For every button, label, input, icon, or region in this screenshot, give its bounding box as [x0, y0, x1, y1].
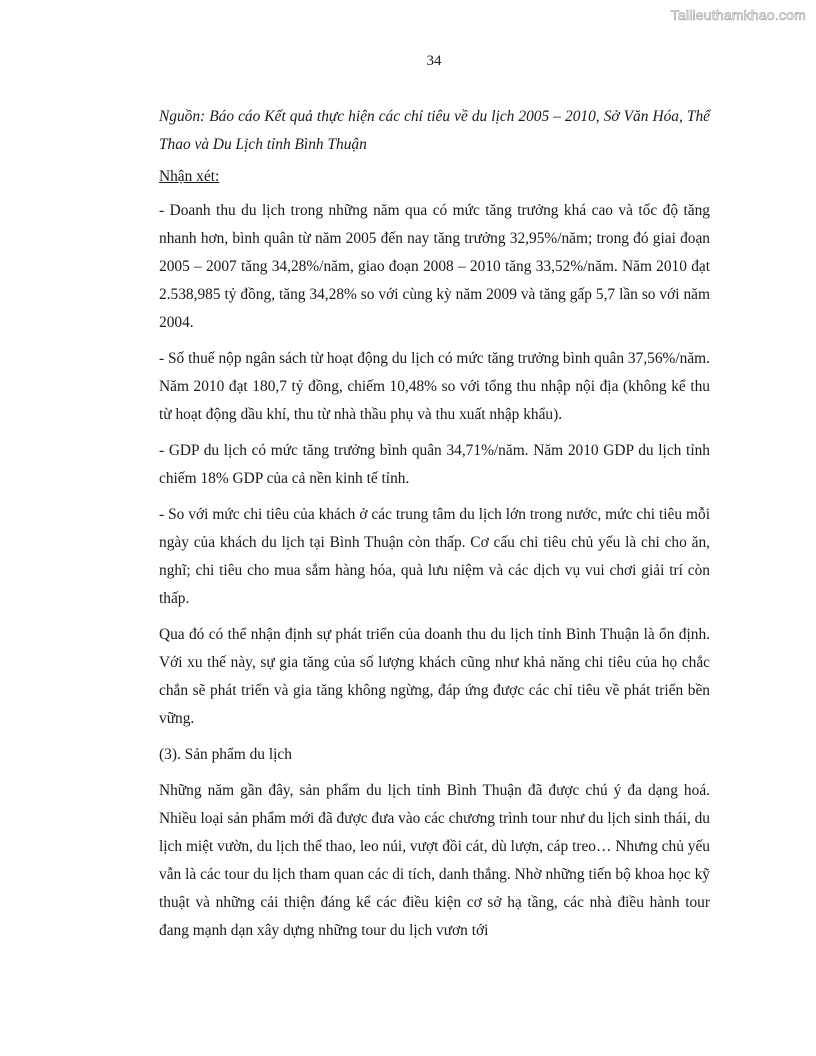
remark-gdp: - GDP du lịch có mức tăng trưởng bình quân 34,71%/năm. Năm 2010 GDP du lịch tỉnh chiếm 18% GDP của cả nền kinh tế tỉnh.: [159, 442, 710, 487]
page-number: 34: [426, 53, 442, 69]
source-note: Nguồn: Báo cáo Kết quả thực hiện các chỉ tiêu về du lịch 2005 – 2010, Sở Văn Hóa, Thể Thao và Du Lịch tỉnh Bình Thuận: [159, 108, 710, 153]
watermark: Tailieuthamkhao.com: [670, 7, 806, 23]
conclusion-paragraph: Qua đó có thể nhận định sự phát triển của doanh thu du lịch tỉnh Bình Thuận là ổn định. Với xu thế này, sự gia tăng của số lượng khách cũng như khả năng chi tiêu của họ chắc chắn sẽ phát triển và gia tăng không ngừng, đáp ứng được các chỉ tiêu về phát triển bền vững.: [159, 626, 710, 727]
remark-spending: - So với mức chi tiêu của khách ở các trung tâm du lịch lớn trong nước, mức chi tiêu mỗi ngày của khách du lịch tại Bình Thuận còn thấp. Cơ cấu chi tiêu chủ yếu là chi cho ăn, nghĩ; chi tiêu cho mua sắm hàng hóa, quà lưu niệm và các dịch vụ vui chơi giải trí còn thấp.: [159, 506, 710, 607]
remarks-heading: Nhận xét:: [159, 168, 220, 185]
remark-tax: - Số thuế nộp ngân sách từ hoạt động du lịch có mức tăng trưởng bình quân 37,56%/năm. Năm 2010 đạt 180,7 tỷ đồng, chiếm 10,48% so với tổng thu nhập nội địa (không kể thu từ hoạt động dầu khí, thu từ nhà thầu phụ và thu xuất nhập khẩu).: [159, 350, 710, 423]
section-title: (3). Sản phẩm du lịch: [159, 746, 292, 763]
section-body: Những năm gần đây, sản phẩm du lịch tỉnh Bình Thuận đã được chú ý đa dạng hoá. Nhiều loại sản phẩm mới đã được đưa vào các chương trình tour như du lịch sinh thái, du lịch miệt vườn, du lịch thể thao, leo núi, vượt đồi cát, dù lượn, cáp treo… Nhưng chủ yếu vẫn là các tour du lịch tham quan các di tích, danh thắng. Nhờ những tiến bộ khoa học kỹ thuật và những cải thiện đáng kể các điều kiện cơ sở hạ tầng, các nhà điều hành tour đang mạnh dạn xây dựng những tour du lịch vươn tới: [159, 782, 710, 939]
remark-revenue: - Doanh thu du lịch trong những năm qua có mức tăng trưởng khá cao và tốc độ tăng nhanh hơn, bình quân từ năm 2005 đến nay tăng trưởng 32,95%/năm; trong đó giai đoạn 2005 – 2007 tăng 34,28%/năm, giao đoạn 2008 – 2010 tăng 33,52%/năm. Năm 2010 đạt 2.538,985 tỷ đồng, tăng 34,28% so với cùng kỳ năm 2009 và tăng gấp 5,7 lần so với năm 2004.: [159, 202, 710, 331]
page-body: [159, 103, 710, 953]
